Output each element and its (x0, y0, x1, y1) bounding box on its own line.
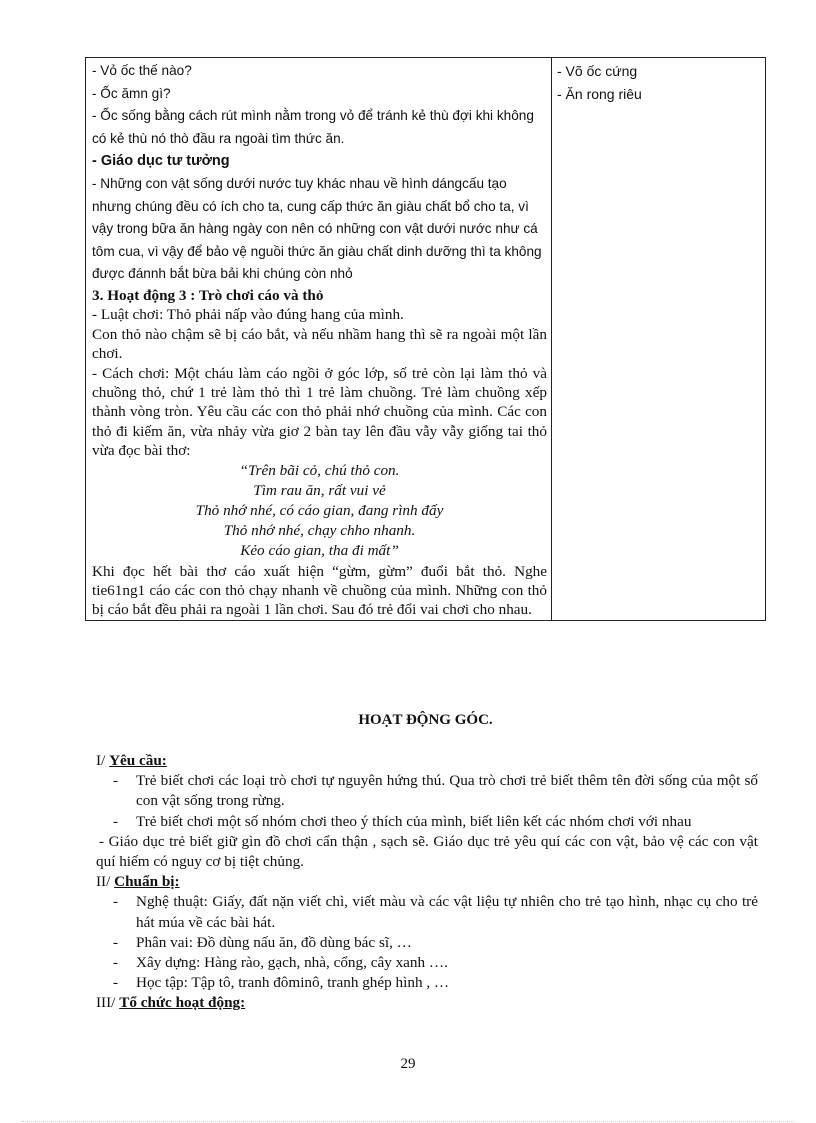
poem-line: Kẻo cáo gian, tha đi mất” (240, 542, 399, 560)
game-ending: Khi đọc hết bài thơ cáo xuất hiện “gừm, gừm” đuổi bắt thỏ. Nghe tie61ng1 cáo các con thỏ chạy nhanh về chuồng của mình. Những con thỏ bị cáo bắt đều phải ra ngoài 1 lần chơi. Sau đó trẻ đổi vai chơi cho nhau. (92, 562, 547, 619)
list-item: - Phân vai: Đồ dùng nấu ăn, đồ dùng bác sĩ, … (96, 933, 758, 953)
list-item: - Học tập: Tập tô, tranh đôminô, tranh ghép hình , … (96, 973, 758, 993)
requirements-title: Yêu cầu: (109, 752, 167, 769)
preparation-prefix: II/ (96, 873, 115, 891)
game-instructions: - Cách chơi: Một cháu làm cáo ngồi ở góc lớp, số trẻ còn lại làm thỏ và chuồng thỏ, chứ 1 trẻ làm thỏ thì 1 trẻ làm chuồng. Trẻ làm chuồng xếp thành vòng tròn. Yêu cầu các con thỏ phải nhớ chuồng của mình. Các con thỏ đi kiếm ăn, vừa nhảy vừa giơ 2 bàn tay lên đầu vẫy vẫy giống tai thỏ vừa đọc bài thơ: (92, 364, 547, 460)
activity-cell (86, 58, 552, 621)
notes-cell (552, 58, 766, 621)
answer-line: - Ốc sống bằng cách rút mình nằm trong vỏ để tránh kẻ thù đợi khi không có kẻ thù nó thò đầu ra ngoài tìm thức ăn. (92, 108, 534, 146)
section-title: HOẠT ĐỘNG GÓC. (358, 712, 493, 728)
poem-line: Thỏ nhớ nhé, chạy chho nhanh. (223, 522, 416, 540)
poem-line: Tìm rau ăn, rất vui vẻ (253, 481, 386, 499)
question-line: - Ốc ămn gì? (92, 85, 171, 101)
preparation-list (96, 892, 758, 993)
corner-activity-body (96, 751, 758, 1014)
education-heading: - Giáo dục tư tưởng (92, 153, 230, 170)
page-divider (22, 1121, 794, 1122)
game-rule: - Luật chơi: Thỏ phải nấp vào đúng hang của mình. (92, 306, 404, 324)
education-paragraph: - Giáo dục trẻ biết giữ gìn đồ chơi cẩn thận , sạch sẽ. Giáo dục trẻ yêu quí các con vật, bảo vệ các con vật quí hiếm có nguy cơ bị tiệt chủng. (96, 832, 758, 871)
preparation-title: Chuẩn bị: (114, 873, 180, 891)
question-line: - Vỏ ốc thế nào? (92, 63, 192, 78)
requirements-list (96, 771, 758, 832)
list-item: - Nghệ thuật: Giấy, đất nặn viết chì, viết màu và các vật liệu tự nhiên cho trẻ tạo hình, nhạc cụ cho trẻ hát múa về các bài hát. (96, 892, 758, 932)
education-text: - Những con vật sống dưới nước tuy khác nhau về hình dángcấu tạo nhưng chúng đều có ích cho ta, cung cấp thức ăn giàu chất bổ cho ta, vì vậy trong bữa ăn hàng ngày con nên có những con vật dưới nước như cá tôm cua, vì vậy để bảo vệ nguồi thức ăn giàu chất dinh dưỡng thì ta không được đánnh bắt bừa bải khi chúng còn nhỏ (92, 175, 542, 282)
list-item: - Xây dựng: Hàng rào, gạch, nhà, cổng, cây xanh …. (96, 953, 758, 973)
requirements-prefix: I/ (96, 752, 110, 769)
list-item: - Trẻ biết chơi các loại trò chơi tự nguyên hứng thú. Qua trò chơi trẻ biết thêm tên đời sống của một số con vật sống trong rừng. (96, 771, 758, 811)
organization-title: Tổ chức hoạt động: (119, 994, 246, 1012)
note-line: - Ăn rong riêu (557, 86, 642, 102)
note-line: - Võ ốc cứng (557, 63, 638, 79)
organization-heading (96, 993, 758, 1013)
organization-prefix: III/ (96, 994, 120, 1012)
poem (92, 461, 547, 562)
poem-line: Thỏ nhớ nhé, có cáo gian, đang rình đấy (195, 502, 444, 519)
activity-3-heading: 3. Hoạt động 3 : Trò chơi cáo và thỏ (92, 286, 324, 304)
poem-line: “Trên bãi cỏ, chú thỏ con. (239, 461, 400, 479)
requirements-heading (96, 751, 758, 771)
game-rule-detail: Con thỏ nào chậm sẽ bị cáo bắt, và nếu nhầm hang thì sẽ ra ngoài một lần chơi. (92, 325, 547, 363)
page-number: 29 (400, 1056, 416, 1072)
preparation-heading (96, 872, 758, 892)
list-item: - Trẻ biết chơi một số nhóm chơi theo ý thích của mình, biết liên kết các nhóm chơi với nhau (96, 812, 758, 832)
lesson-table (85, 57, 766, 621)
